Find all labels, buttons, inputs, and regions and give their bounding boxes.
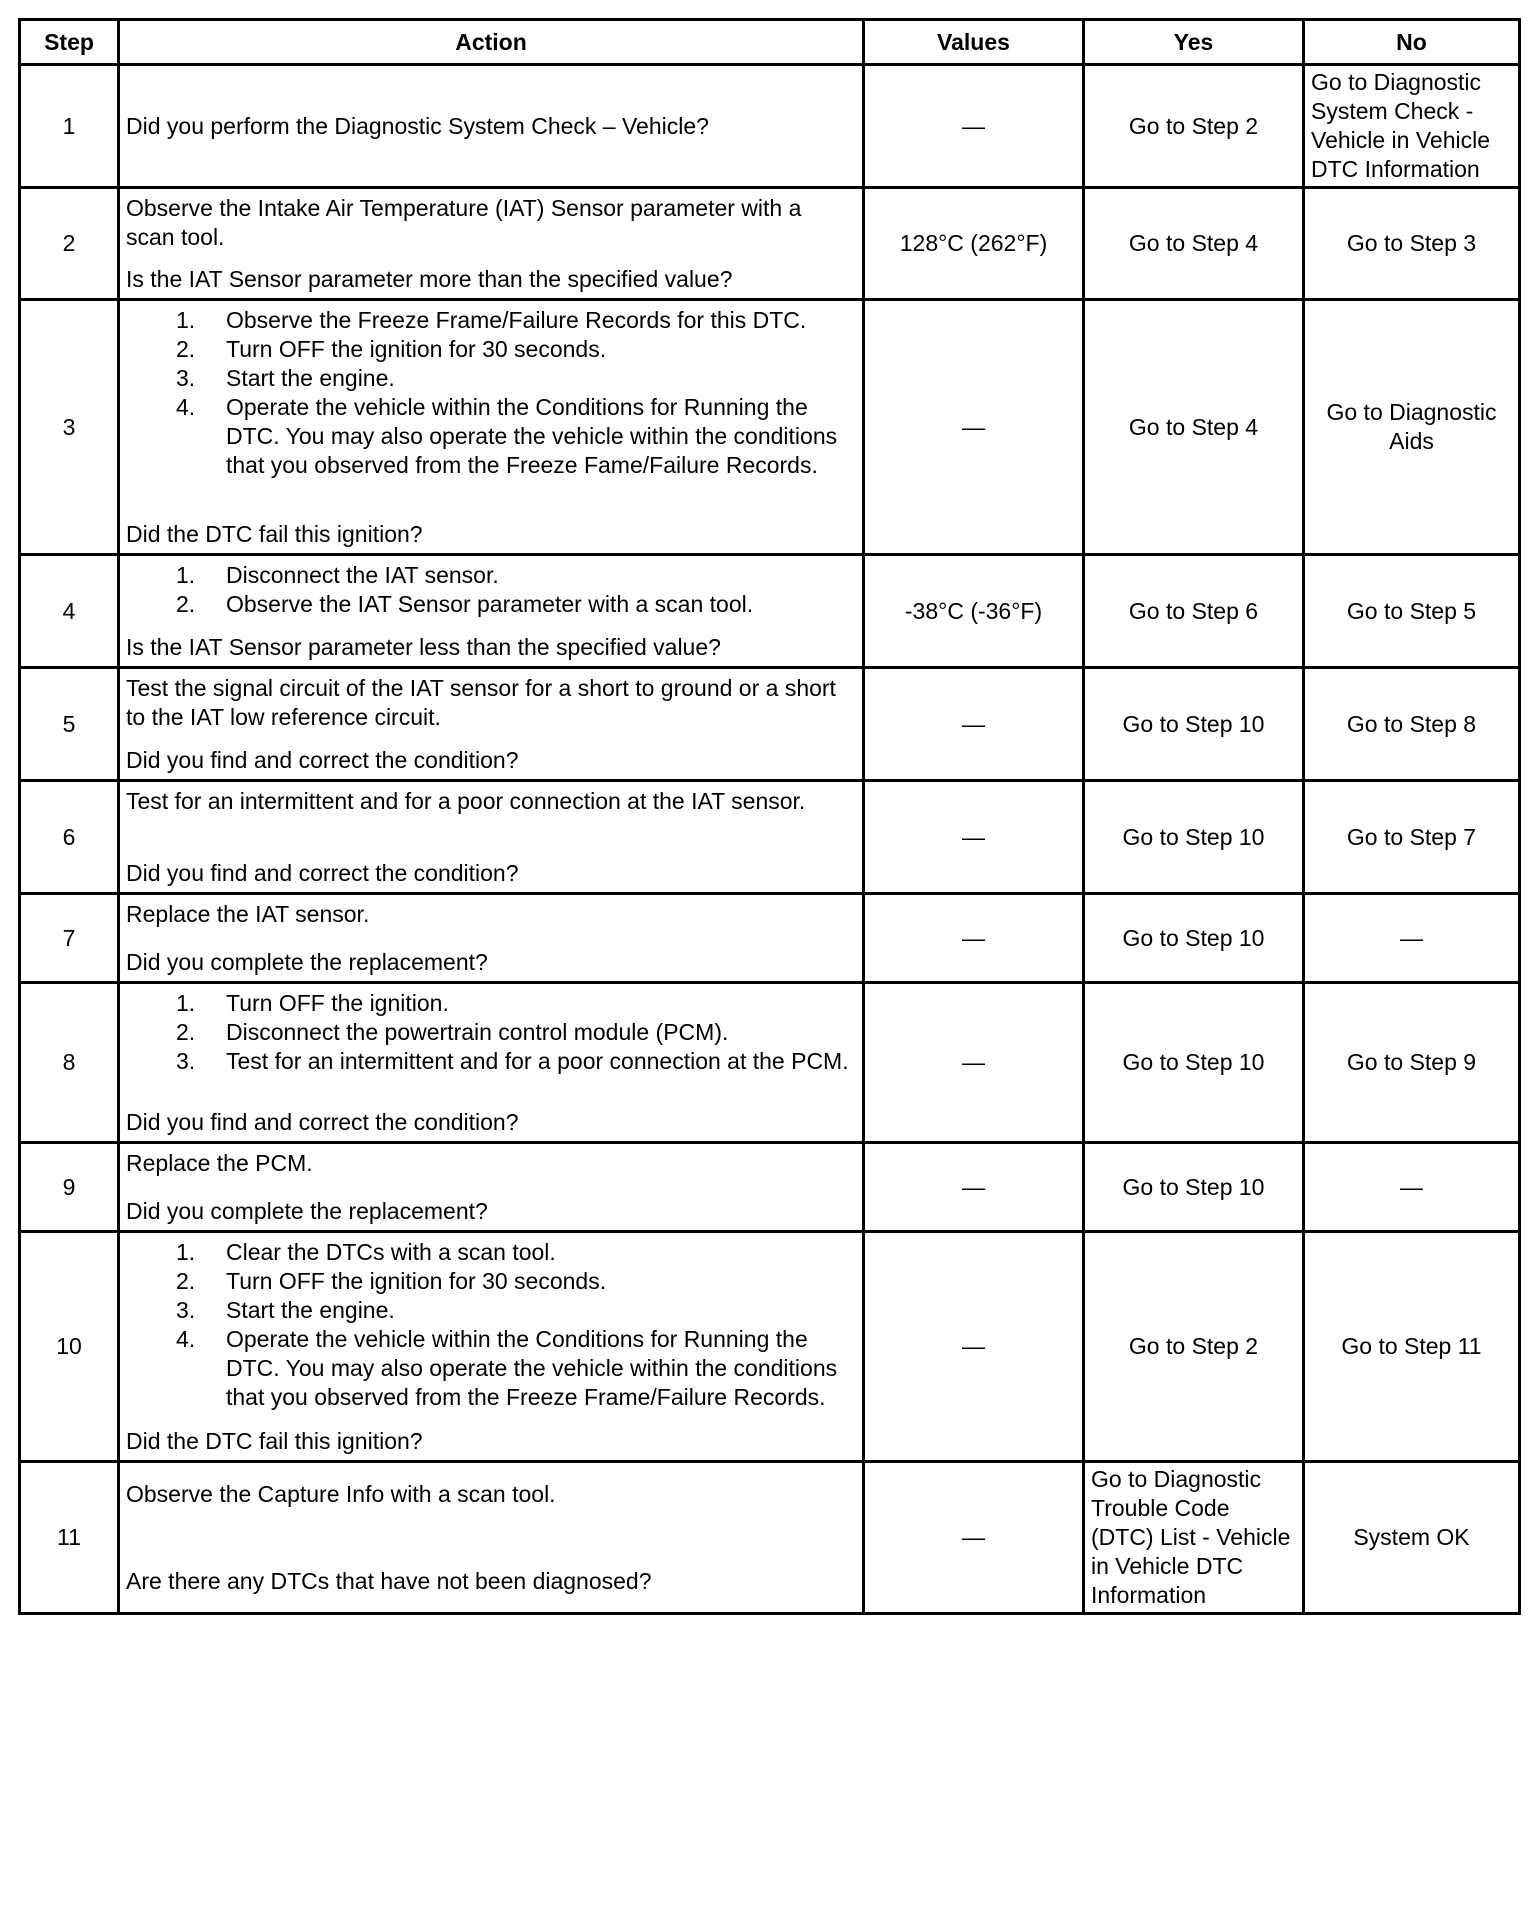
action-cell	[119, 668, 864, 781]
list-item-number: 3.	[176, 364, 196, 391]
action-content	[126, 674, 856, 775]
table-row	[20, 894, 1520, 983]
action-question: Is the IAT Sensor parameter more than the specified value?	[126, 265, 733, 292]
diagnostic-table	[18, 18, 1521, 1615]
action-question: Did you find and correct the condition?	[126, 859, 519, 886]
action-instructions	[126, 674, 856, 732]
action-question: Did the DTC fail this ignition?	[126, 1427, 423, 1454]
list-item-text: Turn OFF the ignition for 30 seconds.	[226, 1267, 607, 1294]
action-content	[126, 306, 856, 549]
no-cell: Go to Step 9	[1304, 983, 1520, 1143]
action-instructions	[126, 1480, 856, 1509]
step-number: 8	[20, 983, 119, 1143]
step-number: 7	[20, 894, 119, 983]
step-number: 1	[20, 65, 119, 188]
table-row	[20, 65, 1520, 188]
table-row	[20, 1143, 1520, 1232]
action-content	[126, 1238, 856, 1456]
action-list-item	[126, 393, 856, 480]
values-cell: —	[864, 1143, 1084, 1232]
action-content	[126, 1480, 856, 1596]
no-cell: —	[1304, 1143, 1520, 1232]
step-number: 4	[20, 555, 119, 668]
action-list	[126, 561, 856, 619]
action-content	[126, 561, 856, 662]
action-cell	[119, 1232, 864, 1462]
list-item-text: Operate the vehicle within the Conditions for Running the DTC. You may also operate the vehicle within the conditions that you observed from the Freeze Frame/Failure Records.	[226, 1325, 838, 1410]
values-cell: —	[864, 983, 1084, 1143]
step-number: 6	[20, 781, 119, 894]
action-list	[126, 306, 856, 480]
header-action: Action	[119, 20, 864, 65]
action-list-item	[126, 364, 856, 393]
yes-cell: Go to Step 10	[1084, 781, 1304, 894]
list-item-number: 2.	[176, 590, 196, 617]
action-instructions	[126, 1149, 856, 1178]
action-content	[126, 900, 856, 977]
action-question: Did you find and correct the condition?	[126, 746, 519, 773]
action-question: Did you complete the replacement?	[126, 1197, 488, 1224]
list-item-number: 2.	[176, 335, 196, 362]
table-row	[20, 1462, 1520, 1614]
yes-cell: Go to Step 6	[1084, 555, 1304, 668]
table-row	[20, 668, 1520, 781]
action-list	[126, 989, 856, 1076]
action-text: Observe the Intake Air Temperature (IAT) Sensor parameter with a scan tool.	[126, 194, 802, 250]
action-instructions	[126, 787, 856, 816]
header-row	[20, 20, 1520, 65]
header-no: No	[1304, 20, 1520, 65]
yes-cell: Go to Step 10	[1084, 1143, 1304, 1232]
list-item-number: 4.	[176, 393, 196, 420]
table-row	[20, 188, 1520, 300]
no-cell: Go to Step 5	[1304, 555, 1520, 668]
values-cell: —	[864, 65, 1084, 188]
values-cell: —	[864, 300, 1084, 555]
table-row	[20, 300, 1520, 555]
action-cell	[119, 188, 864, 300]
table-row	[20, 781, 1520, 894]
action-content	[126, 194, 856, 294]
action-question: Did the DTC fail this ignition?	[126, 520, 423, 547]
action-text: Test for an intermittent and for a poor connection at the IAT sensor.	[126, 787, 806, 814]
action-list-item	[126, 306, 856, 335]
list-item-text: Test for an intermittent and for a poor connection at the PCM.	[226, 1047, 849, 1074]
action-cell	[119, 555, 864, 668]
action-list-item	[126, 1018, 856, 1047]
yes-cell: Go to Step 4	[1084, 300, 1304, 555]
action-content	[126, 76, 856, 177]
action-list-item	[126, 561, 856, 590]
list-item-number: 1.	[176, 989, 196, 1016]
yes-cell: Go to Step 10	[1084, 983, 1304, 1143]
action-instructions	[126, 1238, 856, 1412]
no-cell: Go to Step 11	[1304, 1232, 1520, 1462]
action-cell	[119, 300, 864, 555]
values-cell: 128°C (262°F)	[864, 188, 1084, 300]
list-item-number: 1.	[176, 306, 196, 333]
yes-cell: Go to Step 2	[1084, 65, 1304, 188]
step-number: 9	[20, 1143, 119, 1232]
values-cell: —	[864, 781, 1084, 894]
action-list-item	[126, 1267, 856, 1296]
action-text: Replace the PCM.	[126, 1149, 313, 1176]
no-cell: —	[1304, 894, 1520, 983]
action-list-item	[126, 1047, 856, 1076]
no-cell: Go to Diagnostic Aids	[1304, 300, 1520, 555]
yes-cell: Go to Step 2	[1084, 1232, 1304, 1462]
action-text: Replace the IAT sensor.	[126, 900, 370, 927]
action-list-item	[126, 1238, 856, 1267]
list-item-number: 3.	[176, 1047, 196, 1074]
header-step: Step	[20, 20, 119, 65]
values-cell: —	[864, 894, 1084, 983]
list-item-text: Start the engine.	[226, 364, 395, 391]
list-item-text: Start the engine.	[226, 1296, 395, 1323]
list-item-text: Turn OFF the ignition.	[226, 989, 449, 1016]
no-cell: System OK	[1304, 1462, 1520, 1614]
list-item-number: 2.	[176, 1018, 196, 1045]
step-number: 5	[20, 668, 119, 781]
action-instructions	[126, 561, 856, 619]
step-number: 2	[20, 188, 119, 300]
table-row	[20, 983, 1520, 1143]
list-item-number: 1.	[176, 1238, 196, 1265]
action-question: Are there any DTCs that have not been diagnosed?	[126, 1567, 652, 1594]
yes-cell: Go to Step 4	[1084, 188, 1304, 300]
no-cell: Go to Step 7	[1304, 781, 1520, 894]
action-list-item	[126, 1325, 856, 1412]
table-body	[20, 65, 1520, 1614]
list-item-number: 1.	[176, 561, 196, 588]
values-cell: —	[864, 668, 1084, 781]
action-cell	[119, 65, 864, 188]
action-content	[126, 1149, 856, 1226]
action-content	[126, 989, 856, 1137]
list-item-text: Disconnect the IAT sensor.	[226, 561, 499, 588]
action-cell	[119, 894, 864, 983]
no-cell: Go to Step 3	[1304, 188, 1520, 300]
table-row	[20, 555, 1520, 668]
action-cell	[119, 983, 864, 1143]
header-values: Values	[864, 20, 1084, 65]
no-cell: Go to Diagnostic System Check - Vehicle in Vehicle DTC Information	[1304, 65, 1520, 188]
list-item-text: Observe the IAT Sensor parameter with a scan tool.	[226, 590, 754, 617]
list-item-text: Operate the vehicle within the Conditions for Running the DTC. You may also operate the vehicle within the conditions that you observed from the Freeze Fame/Failure Records.	[226, 393, 838, 478]
list-item-text: Observe the Freeze Frame/Failure Records for this DTC.	[226, 306, 807, 333]
action-text: Observe the Capture Info with a scan tool.	[126, 1480, 556, 1507]
values-cell: -38°C (-36°F)	[864, 555, 1084, 668]
action-cell	[119, 781, 864, 894]
no-cell: Go to Step 8	[1304, 668, 1520, 781]
action-instructions	[126, 194, 856, 252]
list-item-number: 2.	[176, 1267, 196, 1294]
action-question: Is the IAT Sensor parameter less than the specified value?	[126, 633, 721, 660]
action-instructions	[126, 900, 856, 929]
action-question: Did you find and correct the condition?	[126, 1108, 519, 1135]
yes-cell: Go to Step 10	[1084, 894, 1304, 983]
values-cell: —	[864, 1462, 1084, 1614]
list-item-text: Turn OFF the ignition for 30 seconds.	[226, 335, 607, 362]
header-yes: Yes	[1084, 20, 1304, 65]
list-item-text: Clear the DTCs with a scan tool.	[226, 1238, 556, 1265]
list-item-text: Disconnect the powertrain control module (PCM).	[226, 1018, 729, 1045]
step-number: 10	[20, 1232, 119, 1462]
action-content	[126, 787, 856, 888]
action-question: Did you complete the replacement?	[126, 948, 488, 975]
action-list-item	[126, 590, 856, 619]
yes-cell: Go to Step 10	[1084, 668, 1304, 781]
step-number: 3	[20, 300, 119, 555]
action-instructions	[126, 306, 856, 480]
action-instructions	[126, 989, 856, 1076]
list-item-number: 3.	[176, 1296, 196, 1323]
values-cell: —	[864, 1232, 1084, 1462]
action-cell	[119, 1143, 864, 1232]
action-text: Test the signal circuit of the IAT sensor for a short to ground or a short to the IAT low reference circuit.	[126, 674, 836, 730]
action-list-item	[126, 335, 856, 364]
action-question: Did you perform the Diagnostic System Check – Vehicle?	[126, 112, 709, 139]
yes-cell: Go to Diagnostic Trouble Code (DTC) List - Vehicle in Vehicle DTC Information	[1084, 1462, 1304, 1614]
diagnostic-table-page	[18, 18, 1518, 1615]
action-list	[126, 1238, 856, 1412]
list-item-number: 4.	[176, 1325, 196, 1352]
action-list-item	[126, 1296, 856, 1325]
action-cell	[119, 1462, 864, 1614]
action-list-item	[126, 989, 856, 1018]
table-row	[20, 1232, 1520, 1462]
step-number: 11	[20, 1462, 119, 1614]
